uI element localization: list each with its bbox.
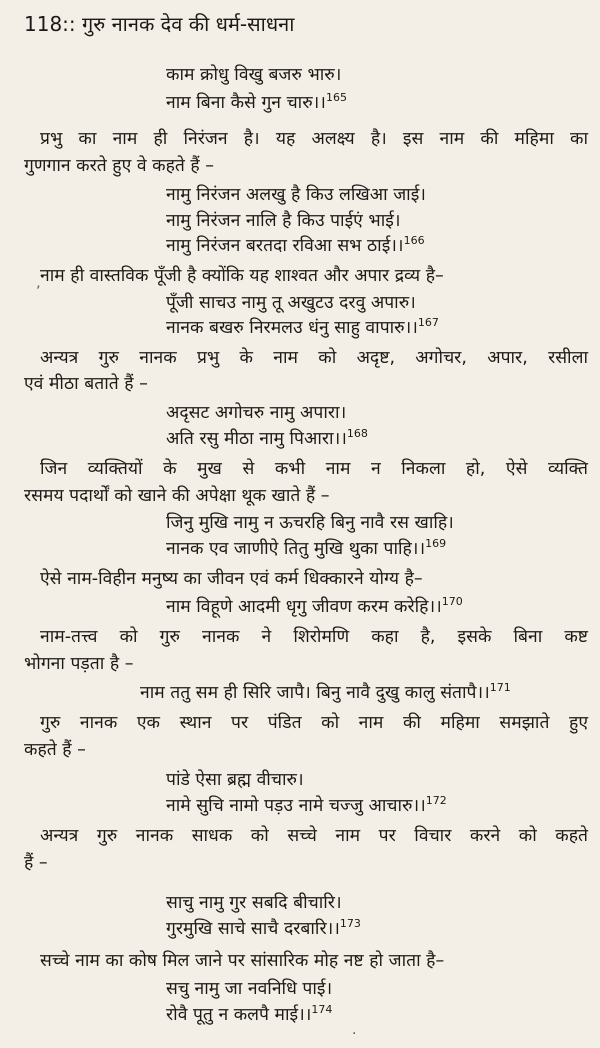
verse-line: पांडे ऐसा ब्रह्म वीचारु। xyxy=(166,770,304,790)
verse-line: नानक एव जाणीऐ तितु मुखि थुका पाहि।।$^{169}$ xyxy=(166,537,447,559)
verse-line: साचु नामु गुर सबदि बीचारि। xyxy=(166,893,342,913)
footnote-ref: 174 xyxy=(311,1003,333,1017)
footnote-ref: 171 xyxy=(489,681,511,695)
verse-line: नामु निरंजन बरतदा रविआ सभ ठाई।।$^{166}$ xyxy=(166,234,425,256)
verse-line: नामे सुचि नामो पड़उ नामे चज्जु आचारु।।$^{172}$ xyxy=(166,794,447,816)
verse-line: पूँजी साचउ नामु तू अखुटउ दरवु अपारु। xyxy=(166,293,416,313)
prose-line: रसमय पदार्थों को खाने की अपेक्षा थूक खाते हैं – xyxy=(24,486,330,506)
verse-line: काम क्रोधु विखु बजरु भारु। xyxy=(166,65,342,85)
prose-line: नाम ही वास्तविक पूँजी है क्योंकि यह शाश्वत और अपार द्रव्य है– xyxy=(40,266,444,286)
verse-line: जिनु मुखि नामु न ऊचरहि बिनु नावै रस खाहि। xyxy=(166,513,454,533)
verse-line: नाम बिना कैसे गुन चारु।।$^{165}$ xyxy=(166,91,347,113)
prose-line: कहते हैं – xyxy=(24,740,86,760)
footnote-ref: 166 xyxy=(403,234,425,248)
verse-line: नामु निरंजन नालि है किउ पाईएं भाई। xyxy=(166,211,401,231)
prose-line: एवं मीठा बताते हैं – xyxy=(24,374,148,394)
prose-line: नाम-तत्त्व को गुरु नानक ने शिरोमणि कहा है, इसके बिना कष्ट xyxy=(40,627,588,647)
print-mark: . xyxy=(352,1022,357,1038)
prose-line: सच्चे नाम का कोष मिल जाने पर सांसारिक मोह नष्ट हो जाता है– xyxy=(40,951,445,971)
footnote-ref: 165 xyxy=(325,91,347,105)
verse-line: रोवै पूतु न कलपै माई।।$^{174}$ xyxy=(166,1003,333,1025)
prose-line: गुणगान करते हुए वे कहते हैं – xyxy=(24,156,215,176)
verse-line: अदृसट अगोचरु नामु अपारा। xyxy=(166,403,347,423)
running-head: 118:: गुरु नानक देव की धर्म-साधना xyxy=(24,12,295,36)
prose-line: हैं – xyxy=(24,853,48,873)
footnote-ref: 168 xyxy=(346,427,368,441)
footnote-ref: 170 xyxy=(441,595,463,609)
verse-line: अति रसु मीठा नामु पिआरा।।$^{168}$ xyxy=(166,427,368,449)
verse-line: नानक बखरु निरमलउ धंनु साहु वापारु।।$^{167}$ xyxy=(166,316,439,338)
verse-line: नाम ततु सम ही सिरि जापै। बिनु नावै दुखु कालु संतापै।।$^{171}$ xyxy=(140,681,511,703)
footnote-ref: 169 xyxy=(425,537,447,551)
verse-line: गुरमुखि साचे साचै दरबारि।।$^{173}$ xyxy=(166,917,361,939)
prose-line: अन्यत्र गुरु नानक प्रभु के नाम को अदृष्ट, अगोचर, अपार, रसीला xyxy=(40,348,588,368)
prose-line: अन्यत्र गुरु नानक साधक को सच्चे नाम पर विचार करने को कहते xyxy=(40,826,588,846)
footnote-ref: 173 xyxy=(339,917,361,931)
footnote-ref: 167 xyxy=(417,316,439,330)
verse-line: सचु नामु जा नवनिधि पाई। xyxy=(166,979,333,999)
prose-line: ऐसे नाम-विहीन मनुष्य का जीवन एवं कर्म धिक्कारने योग्य है– xyxy=(40,569,423,589)
print-mark: ’ xyxy=(36,284,41,300)
prose-line: जिन व्यक्तियों के मुख से कभी नाम न निकला हो, ऐसे व्यक्ति xyxy=(40,459,588,479)
verse-line: नाम विहूणे आदमी धृगु जीवण करम करेहि।।$^{170}$ xyxy=(166,595,463,617)
verse-line: नामु निरंजन अलखु है किउ लखिआ जाई। xyxy=(166,185,426,205)
prose-line: भोगना पड़ता है – xyxy=(24,654,134,674)
prose-line: प्रभु का नाम ही निरंजन है। यह अलक्ष्य है। इस नाम की महिमा का xyxy=(40,129,588,149)
footnote-ref: 172 xyxy=(425,794,447,808)
prose-line: गुरु नानक एक स्थान पर पंडित को नाम की महिमा समझाते हुए xyxy=(40,713,588,733)
